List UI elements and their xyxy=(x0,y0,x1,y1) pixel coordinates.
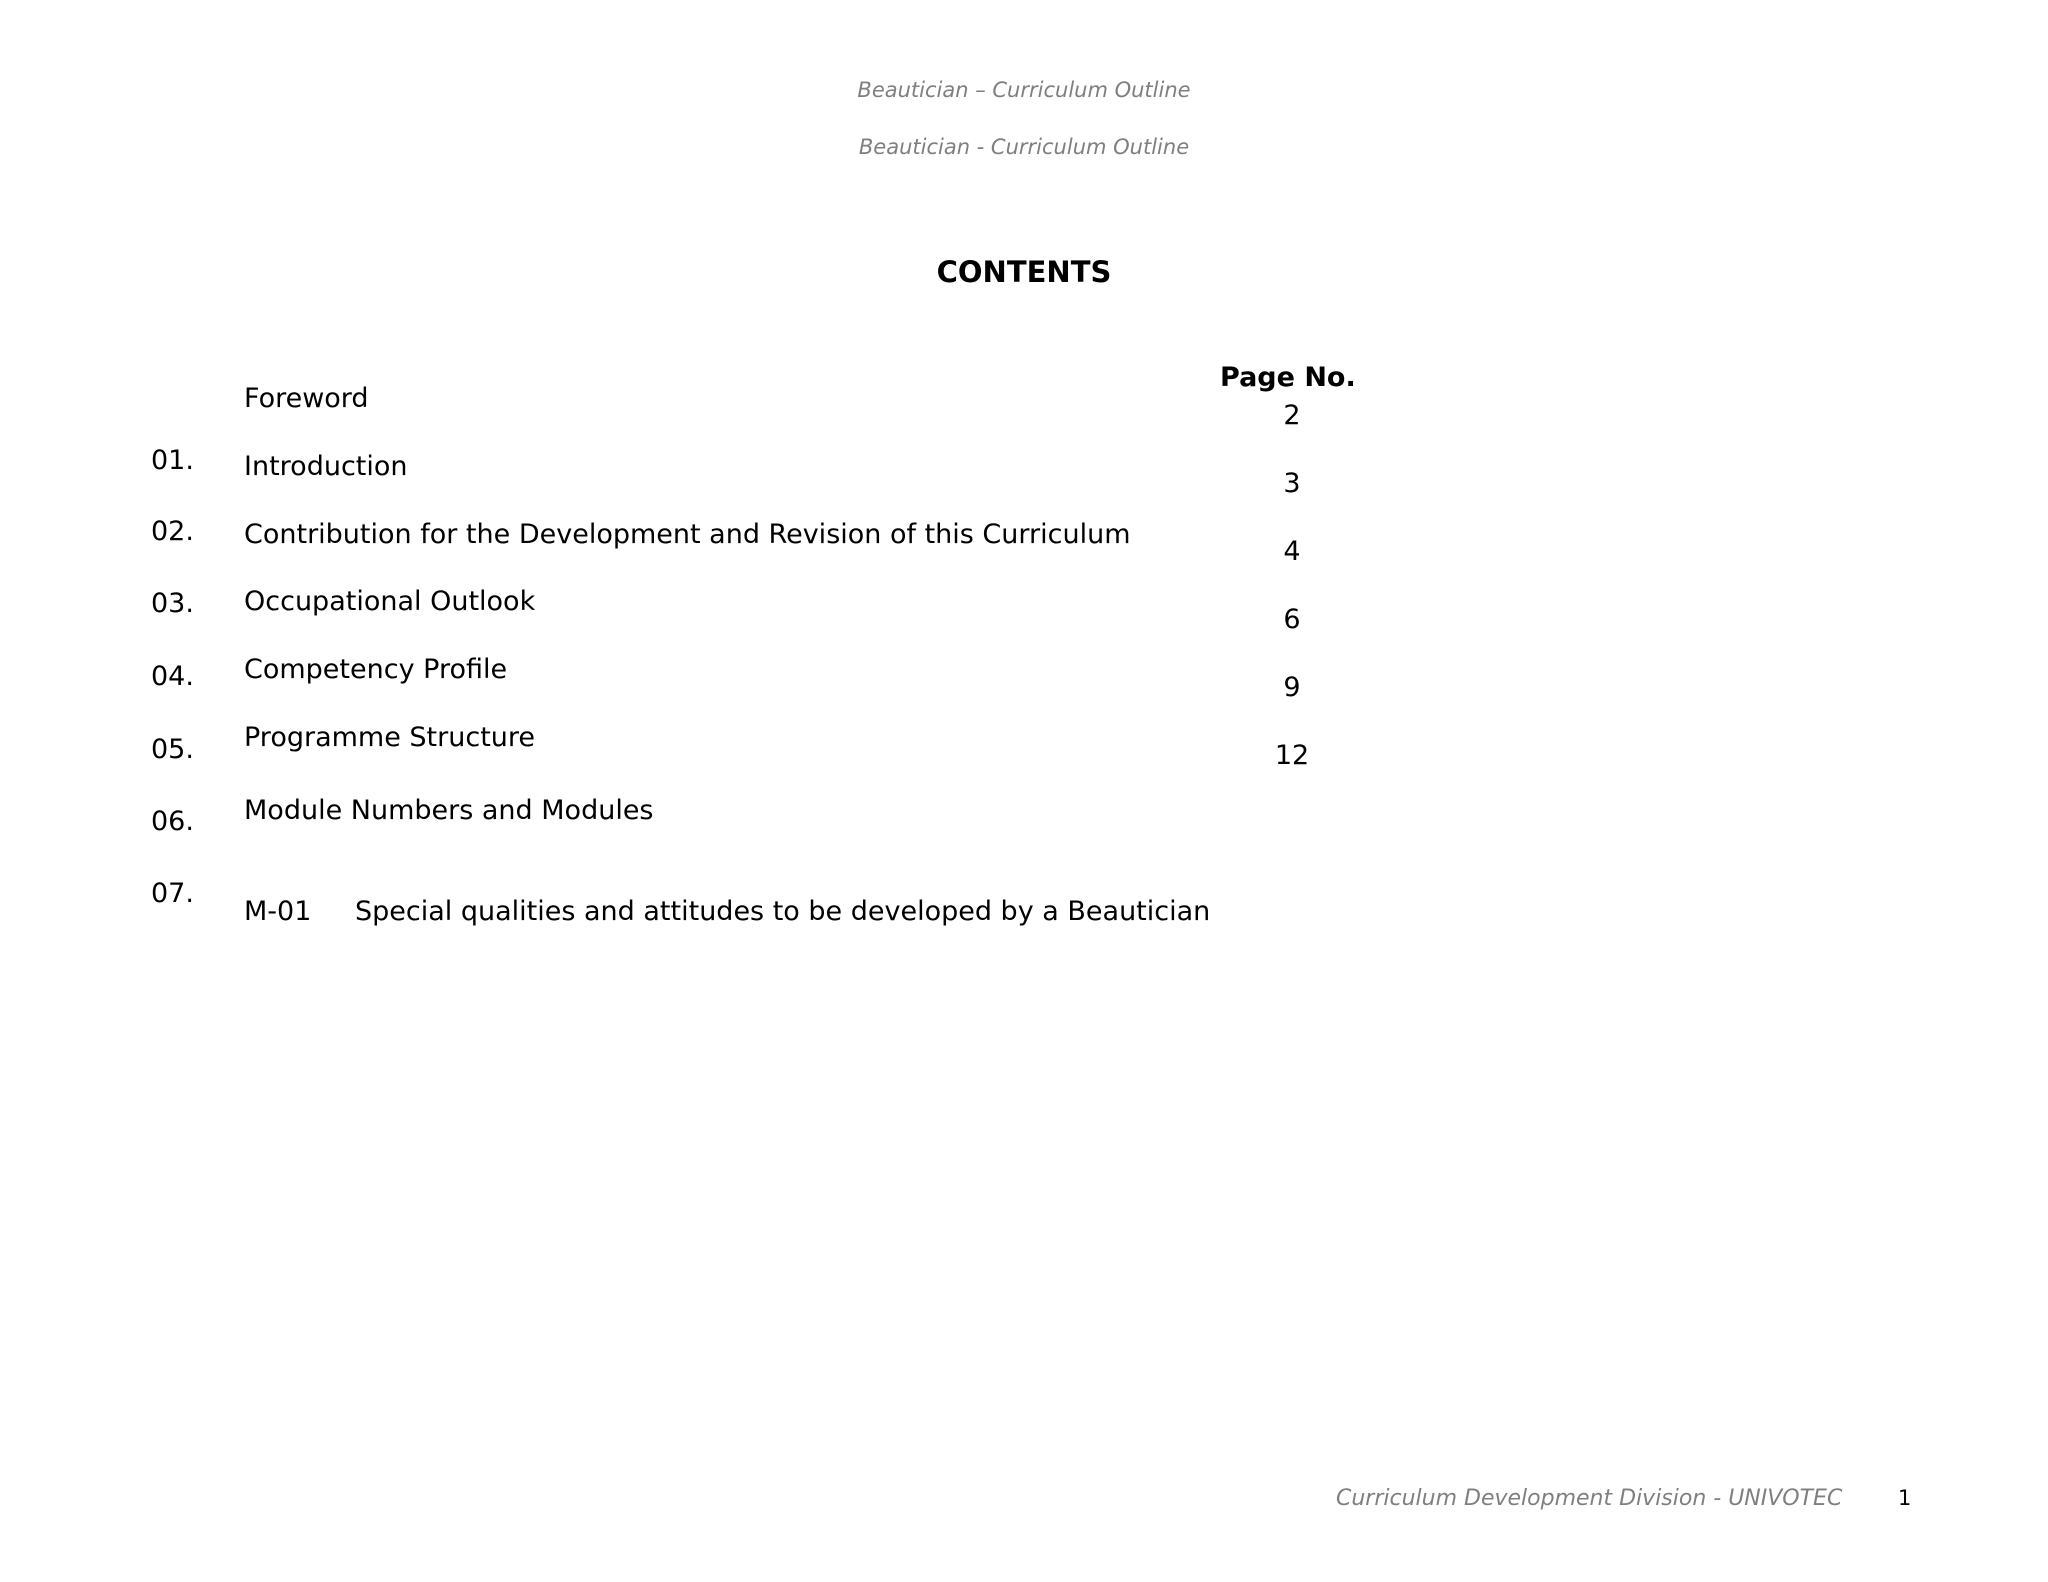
toc-entry-competency-profile[interactable]: Competency Profile xyxy=(244,654,508,685)
toc-entry-programme-structure[interactable]: Programme Structure xyxy=(244,722,536,753)
toc-page-number: 2 xyxy=(1283,400,1301,431)
running-header-primary: Beautician – Curriculum Outline xyxy=(857,78,1191,102)
toc-entry-module-numbers[interactable]: Module Numbers and Modules xyxy=(244,795,654,826)
running-header-secondary: Beautician - Curriculum Outline xyxy=(858,135,1190,159)
footer-text: Curriculum Development Division - UNIVOTEC xyxy=(1336,1486,1843,1511)
toc-entry-module-title[interactable]: Special qualities and attitudes to be developed by a Beautician xyxy=(355,896,1211,927)
page-title: CONTENTS xyxy=(936,255,1112,289)
section-number: 04. xyxy=(151,661,194,692)
toc-page-number: 4 xyxy=(1283,536,1301,567)
section-number: 01. xyxy=(151,445,194,476)
toc-entry-contribution[interactable]: Contribution for the Development and Revision of this Curriculum xyxy=(244,519,1131,550)
toc-entry-foreword[interactable]: Foreword xyxy=(244,383,369,414)
section-number: 05. xyxy=(151,734,194,765)
toc-page-number: 3 xyxy=(1283,468,1301,499)
section-number: 07. xyxy=(151,878,194,909)
module-code: M-01 xyxy=(244,896,312,927)
toc-entry-introduction[interactable]: Introduction xyxy=(244,451,408,482)
toc-page-number: 6 xyxy=(1283,604,1301,635)
footer-page-number: 1 xyxy=(1898,1486,1912,1510)
section-number: 02. xyxy=(151,516,194,547)
toc-page-number: 12 xyxy=(1274,740,1310,771)
section-number: 06. xyxy=(151,806,194,837)
page-number-column-heading: Page No. xyxy=(1220,362,1356,393)
section-number: 03. xyxy=(151,588,194,619)
toc-page-number: 9 xyxy=(1283,672,1301,703)
toc-entry-occupational-outlook[interactable]: Occupational Outlook xyxy=(244,586,536,617)
